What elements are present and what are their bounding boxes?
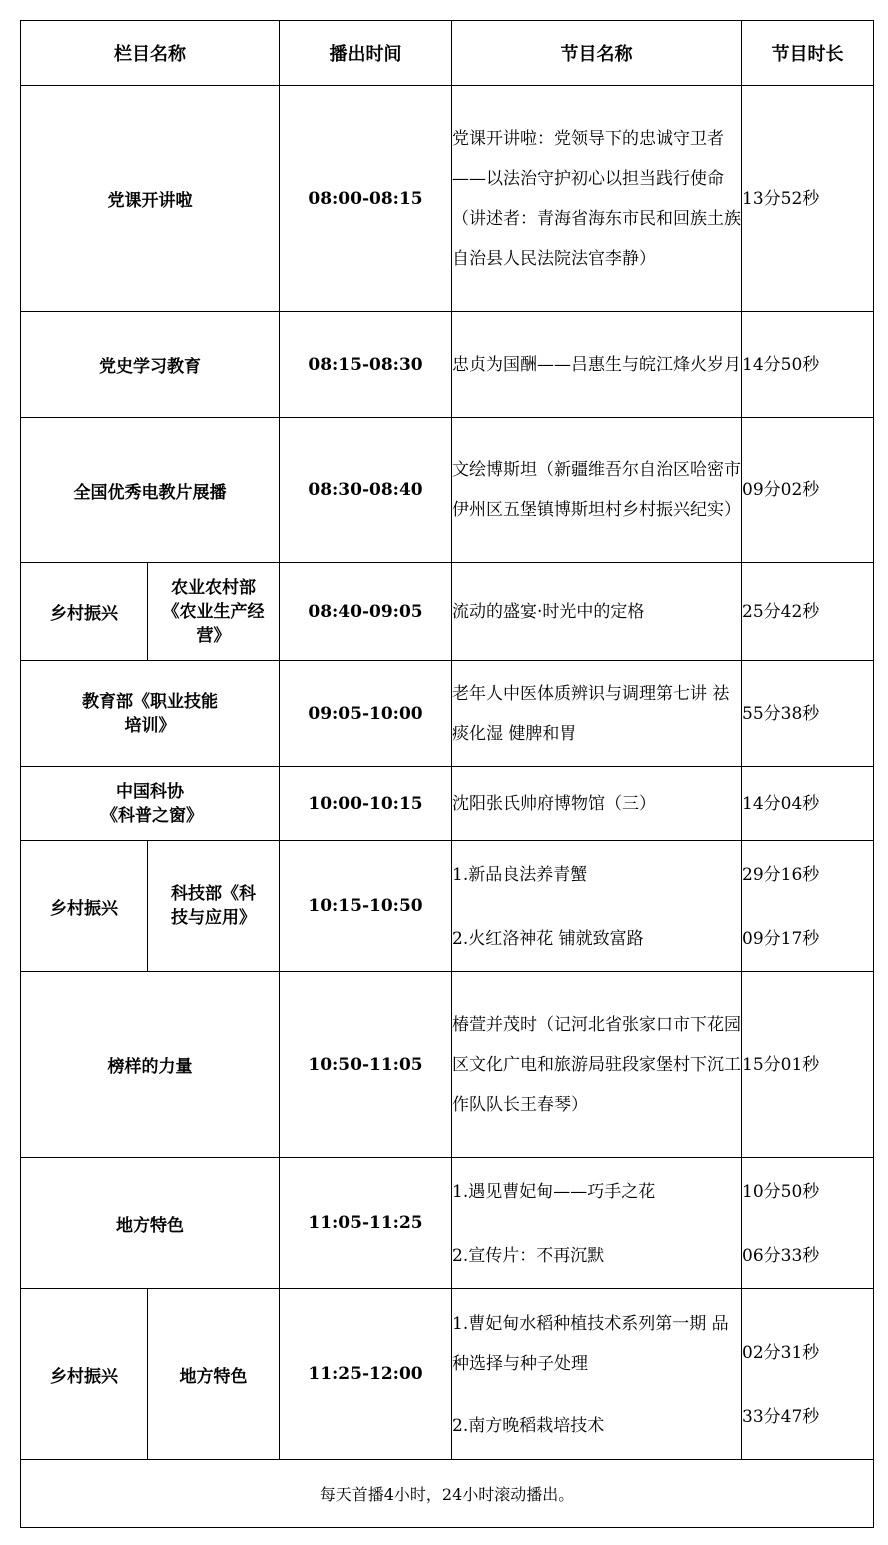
program-cell: 忠贞为国酬——吕惠生与皖江烽火岁月 bbox=[452, 312, 742, 418]
sub-column-cell: 农业农村部《农业生产经营》 bbox=[148, 563, 280, 661]
program-cell bbox=[452, 1158, 742, 1289]
time-cell: 09:05-10:00 bbox=[280, 661, 452, 767]
header-duration: 节目时长 bbox=[742, 21, 874, 86]
program-cell: 椿萱并茂时（记河北省张家口市下花园区文化广电和旅游局驻段家堡村下沉工作队队长王春琴） bbox=[452, 972, 742, 1158]
time-cell: 10:00-10:15 bbox=[280, 767, 452, 841]
time-cell: 08:30-08:40 bbox=[280, 418, 452, 563]
footer-note: 每天首播4小时，24小时滚动播出。 bbox=[21, 1460, 874, 1528]
duration-item: 33分47秒 bbox=[742, 1407, 820, 1427]
table-row bbox=[21, 563, 874, 661]
duration-cell: 14分50秒 bbox=[742, 312, 874, 418]
duration-cell: 25分42秒 bbox=[742, 563, 874, 661]
table-row bbox=[21, 972, 874, 1158]
column-cell: 全国优秀电教片展播 bbox=[21, 418, 280, 563]
duration-cell: 15分01秒 bbox=[742, 972, 874, 1158]
duration-item: 02分31秒 bbox=[742, 1343, 820, 1363]
program-cell: 党课开讲啦：党领导下的忠诚守卫者——以法治守护初心以担当践行使命（讲述者：青海省海东市民和回族土族自治县人民法院法官李静） bbox=[452, 86, 742, 312]
table-row bbox=[21, 1158, 874, 1289]
column-cell: 中国科协《科普之窗》 bbox=[21, 767, 280, 841]
duration-item: 10分50秒 bbox=[742, 1182, 820, 1202]
column-cell: 党史学习教育 bbox=[21, 312, 280, 418]
program-cell: 流动的盛宴·时光中的定格 bbox=[452, 563, 742, 661]
column-cell: 乡村振兴 bbox=[21, 1289, 148, 1460]
program-cell: 老年人中医体质辨识与调理第七讲 祛痰化湿 健脾和胃 bbox=[452, 661, 742, 767]
time-cell: 08:40-09:05 bbox=[280, 563, 452, 661]
duration-item: 09分17秒 bbox=[742, 929, 820, 949]
duration-cell bbox=[742, 1289, 874, 1460]
column-cell: 地方特色 bbox=[21, 1158, 280, 1289]
column-cell: 乡村振兴 bbox=[21, 841, 148, 972]
program-item: 2.火红洛神花 铺就致富路 bbox=[452, 929, 644, 949]
header-air-time: 播出时间 bbox=[280, 21, 452, 86]
sub-column-cell: 地方特色 bbox=[148, 1289, 280, 1460]
program-cell bbox=[452, 841, 742, 972]
duration-item: 06分33秒 bbox=[742, 1246, 820, 1266]
sub-column-cell: 科技部《科技与应用》 bbox=[148, 841, 280, 972]
column-cell: 榜样的力量 bbox=[21, 972, 280, 1158]
program-item: 1.新品良法养青蟹 bbox=[452, 865, 588, 885]
table-row bbox=[21, 841, 874, 972]
time-cell: 08:15-08:30 bbox=[280, 312, 452, 418]
footer-row bbox=[21, 1460, 874, 1528]
table-row bbox=[21, 767, 874, 841]
table-row bbox=[21, 418, 874, 563]
column-cell: 乡村振兴 bbox=[21, 563, 148, 661]
time-cell: 10:50-11:05 bbox=[280, 972, 452, 1158]
column-cell: 党课开讲啦 bbox=[21, 86, 280, 312]
program-item: 2.南方晚稻栽培技术 bbox=[452, 1416, 605, 1436]
column-cell: 教育部《职业技能培训》 bbox=[21, 661, 280, 767]
program-item: 1.遇见曹妃甸——巧手之花 bbox=[452, 1182, 656, 1202]
program-cell: 文绘博斯坦（新疆维吾尔自治区哈密市伊州区五堡镇博斯坦村乡村振兴纪实） bbox=[452, 418, 742, 563]
duration-item: 29分16秒 bbox=[742, 865, 820, 885]
duration-cell bbox=[742, 841, 874, 972]
duration-cell: 14分04秒 bbox=[742, 767, 874, 841]
program-item: 1.曹妃甸水稻种植技术系列第一期 品种选择与种子处理 bbox=[452, 1314, 729, 1374]
time-cell: 10:15-10:50 bbox=[280, 841, 452, 972]
duration-cell: 55分38秒 bbox=[742, 661, 874, 767]
table-row bbox=[21, 1289, 874, 1460]
table-row bbox=[21, 661, 874, 767]
duration-cell: 13分52秒 bbox=[742, 86, 874, 312]
program-cell: 沈阳张氏帅府博物馆（三） bbox=[452, 767, 742, 841]
table-row bbox=[21, 312, 874, 418]
header-column-name: 栏目名称 bbox=[21, 21, 280, 86]
duration-cell bbox=[742, 1158, 874, 1289]
header-row bbox=[21, 21, 874, 86]
program-cell bbox=[452, 1289, 742, 1460]
duration-cell: 09分02秒 bbox=[742, 418, 874, 563]
time-cell: 11:25-12:00 bbox=[280, 1289, 452, 1460]
program-item: 2.宣传片：不再沉默 bbox=[452, 1246, 605, 1266]
schedule-table bbox=[20, 20, 874, 1528]
header-program-name: 节目名称 bbox=[452, 21, 742, 86]
table-row bbox=[21, 86, 874, 312]
time-cell: 11:05-11:25 bbox=[280, 1158, 452, 1289]
time-cell: 08:00-08:15 bbox=[280, 86, 452, 312]
